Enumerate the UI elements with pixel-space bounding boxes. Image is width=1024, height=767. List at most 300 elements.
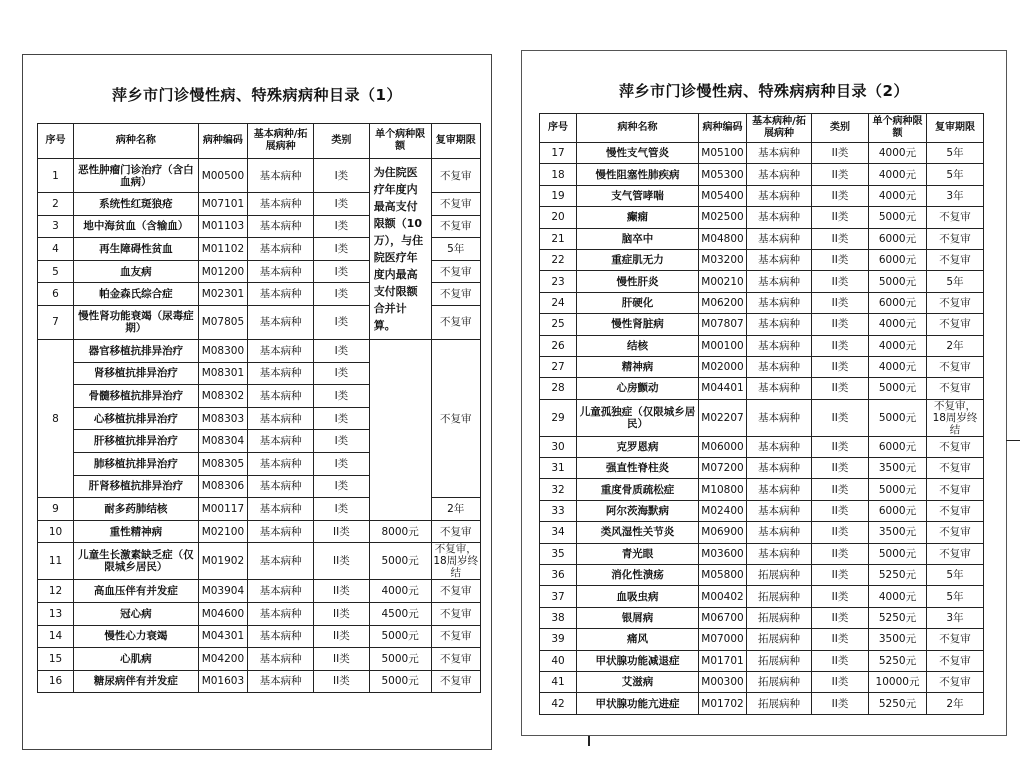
disease-kind: 基本病种 xyxy=(747,500,812,521)
header-cell: 基本病种/拓展病种 xyxy=(248,124,314,159)
disease-kind: 基本病种 xyxy=(747,479,812,500)
disease-kind: 基本病种 xyxy=(248,385,314,408)
disease-kind: 基本病种 xyxy=(747,249,812,270)
table-row xyxy=(38,159,481,193)
table-body xyxy=(540,143,984,715)
disease-kind: 基本病种 xyxy=(248,305,314,339)
disease-kind: 基本病种 xyxy=(248,670,314,693)
disease-category: II类 xyxy=(812,565,869,586)
disease-category: I类 xyxy=(314,452,370,475)
disease-name: 器官移植抗排异治疗 xyxy=(74,339,199,362)
disease-code: M08301 xyxy=(198,362,247,385)
document-page-1 xyxy=(22,54,492,750)
disease-category: II类 xyxy=(812,228,869,249)
disease-code: M00210 xyxy=(699,271,747,292)
review-period: 3年 xyxy=(927,185,984,206)
disease-code: M07200 xyxy=(699,458,747,479)
disease-code: M01103 xyxy=(198,215,247,238)
disease-category: II类 xyxy=(812,629,869,650)
disease-code: M08304 xyxy=(198,430,247,453)
disease-name: 甲状腺功能减退症 xyxy=(577,650,699,671)
disease-limit: 5000元 xyxy=(369,670,431,693)
row-number: 6 xyxy=(38,283,74,306)
disease-name: 肝肾移植抗排异治疗 xyxy=(74,475,199,498)
disease-kind: 基本病种 xyxy=(248,580,314,603)
disease-kind: 拓展病种 xyxy=(747,693,812,714)
disease-code: M02207 xyxy=(699,399,747,436)
row-number: 2 xyxy=(38,193,74,216)
disease-limit: 10000元 xyxy=(869,671,927,692)
disease-category: I类 xyxy=(314,215,370,238)
disease-code: M07805 xyxy=(198,305,247,339)
table-row xyxy=(540,292,984,313)
disease-code: M05100 xyxy=(699,143,747,164)
disease-name: 肺移植抗排异治疗 xyxy=(74,452,199,475)
row-number: 19 xyxy=(540,185,577,206)
disease-code: M01102 xyxy=(198,238,247,261)
disease-kind: 基本病种 xyxy=(747,292,812,313)
disease-limit: 3500元 xyxy=(869,629,927,650)
disease-limit: 5250元 xyxy=(869,650,927,671)
disease-kind: 基本病种 xyxy=(248,430,314,453)
disease-category: II类 xyxy=(812,671,869,692)
disease-limit: 5250元 xyxy=(869,607,927,628)
review-period: 不复审 xyxy=(927,436,984,457)
disease-limit: 5000元 xyxy=(869,271,927,292)
table-row xyxy=(540,207,984,228)
table-row xyxy=(38,670,481,693)
row-number: 13 xyxy=(38,602,74,625)
row-number: 25 xyxy=(540,314,577,335)
limit-note: 为住院医疗年度内最高支付限额（10万），与住院医疗年度内最高支付限额合并计算。 xyxy=(369,159,431,340)
table-row xyxy=(540,500,984,521)
review-period: 不复审 xyxy=(927,479,984,500)
row-number: 33 xyxy=(540,500,577,521)
disease-kind: 基本病种 xyxy=(248,475,314,498)
table-row xyxy=(540,565,984,586)
disease-category: II类 xyxy=(314,670,370,693)
disease-kind: 基本病种 xyxy=(747,543,812,564)
disease-limit: 5250元 xyxy=(869,565,927,586)
disease-kind: 基本病种 xyxy=(747,458,812,479)
disease-code: M06200 xyxy=(699,292,747,313)
disease-code: M08305 xyxy=(198,452,247,475)
disease-category: II类 xyxy=(314,580,370,603)
disease-name: 地中海贫血（含输血） xyxy=(74,215,199,238)
row-number: 41 xyxy=(540,671,577,692)
disease-code: M04401 xyxy=(699,378,747,399)
review-period: 不复审 xyxy=(431,670,481,693)
disease-name: 慢性肾功能衰竭（尿毒症期） xyxy=(74,305,199,339)
disease-category: II类 xyxy=(812,436,869,457)
disease-code: M02301 xyxy=(198,283,247,306)
disease-name: 心肌病 xyxy=(74,648,199,671)
disease-code: M00100 xyxy=(699,335,747,356)
disease-name: 脑卒中 xyxy=(577,228,699,249)
disease-name: 血吸虫病 xyxy=(577,586,699,607)
disease-category: I类 xyxy=(314,305,370,339)
disease-code: M10800 xyxy=(699,479,747,500)
disease-name: 重症肌无力 xyxy=(577,249,699,270)
disease-name: 消化性溃疡 xyxy=(577,565,699,586)
disease-limit: 5000元 xyxy=(869,207,927,228)
disease-category: II类 xyxy=(812,650,869,671)
header-cell: 序号 xyxy=(38,124,74,159)
table-row xyxy=(38,520,481,543)
review-period: 5年 xyxy=(927,565,984,586)
disease-name: 精神病 xyxy=(577,356,699,377)
review-period: 2年 xyxy=(927,335,984,356)
disease-category: I类 xyxy=(314,283,370,306)
disease-code: M07101 xyxy=(198,193,247,216)
disease-category: II类 xyxy=(812,185,869,206)
table-row xyxy=(540,693,984,714)
disease-kind: 基本病种 xyxy=(248,159,314,193)
disease-category: I类 xyxy=(314,430,370,453)
disease-code: M03600 xyxy=(699,543,747,564)
table-header-row xyxy=(540,114,984,143)
disease-limit: 4000元 xyxy=(869,356,927,377)
disease-name: 高血压伴有并发症 xyxy=(74,580,199,603)
disease-category: II类 xyxy=(812,207,869,228)
table-row xyxy=(540,522,984,543)
table-row xyxy=(38,339,481,362)
row-number: 30 xyxy=(540,436,577,457)
table-row xyxy=(540,143,984,164)
disease-limit: 4000元 xyxy=(869,335,927,356)
page-title: 萍乡市门诊慢性病、特殊病病种目录（1） xyxy=(112,86,402,104)
disease-code: M04800 xyxy=(699,228,747,249)
disease-name: 甲状腺功能亢进症 xyxy=(577,693,699,714)
disease-name: 慢性支气管炎 xyxy=(577,143,699,164)
review-period: 2年 xyxy=(927,693,984,714)
disease-name: 肝移植抗排异治疗 xyxy=(74,430,199,453)
header-cell: 单个病种限额 xyxy=(369,124,431,159)
row-number: 22 xyxy=(540,249,577,270)
disease-category: I类 xyxy=(314,238,370,261)
disease-kind: 基本病种 xyxy=(248,543,314,580)
disease-category: II类 xyxy=(812,522,869,543)
table-row xyxy=(540,436,984,457)
disease-code: M08300 xyxy=(198,339,247,362)
disease-kind: 基本病种 xyxy=(248,625,314,648)
disease-name: 儿童孤独症（仅限城乡居民） xyxy=(577,399,699,436)
disease-kind: 基本病种 xyxy=(248,648,314,671)
limit-cell-empty xyxy=(369,339,431,520)
disease-category: I类 xyxy=(314,385,370,408)
table-row xyxy=(540,586,984,607)
review-period: 不复审 xyxy=(431,602,481,625)
disease-name: 重性精神病 xyxy=(74,520,199,543)
row-number: 34 xyxy=(540,522,577,543)
disease-limit: 4500元 xyxy=(369,602,431,625)
disease-code: M02000 xyxy=(699,356,747,377)
header-cell: 复审期限 xyxy=(431,124,481,159)
disease-limit: 5250元 xyxy=(869,693,927,714)
row-number: 23 xyxy=(540,271,577,292)
review-period: 不复审 xyxy=(927,543,984,564)
disease-kind: 基本病种 xyxy=(248,238,314,261)
disease-limit: 6000元 xyxy=(869,436,927,457)
scan-mark xyxy=(1006,440,1020,441)
review-period: 不复审 xyxy=(431,625,481,648)
row-number: 14 xyxy=(38,625,74,648)
disease-code: M06700 xyxy=(699,607,747,628)
disease-code: M01200 xyxy=(198,260,247,283)
disease-name: 类风湿性关节炎 xyxy=(577,522,699,543)
disease-code: M02400 xyxy=(699,500,747,521)
row-number: 8 xyxy=(38,339,74,497)
disease-code: M07807 xyxy=(699,314,747,335)
disease-limit: 5000元 xyxy=(869,399,927,436)
row-number: 15 xyxy=(38,648,74,671)
disease-code: M02100 xyxy=(198,520,247,543)
review-period: 5年 xyxy=(927,586,984,607)
row-number: 39 xyxy=(540,629,577,650)
disease-limit: 3500元 xyxy=(869,522,927,543)
disease-name: 慢性阻塞性肺疾病 xyxy=(577,164,699,185)
review-period: 2年 xyxy=(431,498,481,521)
disease-category: II类 xyxy=(812,249,869,270)
disease-kind: 基本病种 xyxy=(747,185,812,206)
header-cell: 病种名称 xyxy=(577,114,699,143)
disease-name: 支气管哮喘 xyxy=(577,185,699,206)
disease-name: 帕金森氏综合症 xyxy=(74,283,199,306)
review-period: 5年 xyxy=(431,238,481,261)
disease-name: 慢性肝炎 xyxy=(577,271,699,292)
disease-limit: 4000元 xyxy=(369,580,431,603)
disease-limit: 4000元 xyxy=(869,314,927,335)
disease-code: M01603 xyxy=(198,670,247,693)
review-period: 5年 xyxy=(927,143,984,164)
disease-category: II类 xyxy=(812,479,869,500)
review-period: 不复审 xyxy=(927,292,984,313)
review-period: 不复审 xyxy=(431,193,481,216)
table-row xyxy=(540,314,984,335)
disease-limit: 5000元 xyxy=(369,648,431,671)
review-period: 不复审 xyxy=(927,650,984,671)
disease-code: M08306 xyxy=(198,475,247,498)
disease-kind: 基本病种 xyxy=(248,407,314,430)
table-row xyxy=(540,228,984,249)
review-period: 不复审 xyxy=(431,260,481,283)
disease-name: 系统性红斑狼疮 xyxy=(74,193,199,216)
disease-code: M06900 xyxy=(699,522,747,543)
disease-code: M06000 xyxy=(699,436,747,457)
header-cell: 病种编码 xyxy=(699,114,747,143)
disease-category: II类 xyxy=(812,586,869,607)
table-row xyxy=(540,543,984,564)
row-number: 21 xyxy=(540,228,577,249)
disease-kind: 拓展病种 xyxy=(747,671,812,692)
disease-name: 肝硬化 xyxy=(577,292,699,313)
disease-category: II类 xyxy=(812,314,869,335)
row-number: 11 xyxy=(38,543,74,580)
review-period: 不复审 xyxy=(431,159,481,193)
header-cell: 基本病种/拓展病种 xyxy=(747,114,812,143)
disease-kind: 基本病种 xyxy=(747,335,812,356)
table-row xyxy=(540,629,984,650)
disease-category: I类 xyxy=(314,193,370,216)
disease-name: 糖尿病伴有并发症 xyxy=(74,670,199,693)
header-cell: 复审期限 xyxy=(927,114,984,143)
review-period: 不复审 xyxy=(927,228,984,249)
review-period: 不复审 xyxy=(927,458,984,479)
table-row xyxy=(38,625,481,648)
disease-kind: 基本病种 xyxy=(248,339,314,362)
row-number: 36 xyxy=(540,565,577,586)
disease-category: II类 xyxy=(314,625,370,648)
row-number: 35 xyxy=(540,543,577,564)
disease-kind: 基本病种 xyxy=(248,520,314,543)
review-period: 不复审 xyxy=(927,500,984,521)
disease-kind: 基本病种 xyxy=(248,362,314,385)
disease-category: II类 xyxy=(812,271,869,292)
row-number: 20 xyxy=(540,207,577,228)
header-cell: 类别 xyxy=(812,114,869,143)
review-period: 不复审 xyxy=(927,356,984,377)
row-number: 12 xyxy=(38,580,74,603)
disease-code: M00402 xyxy=(699,586,747,607)
review-period: 5年 xyxy=(927,271,984,292)
disease-name: 再生障碍性贫血 xyxy=(74,238,199,261)
review-period: 不复审 xyxy=(927,671,984,692)
row-number: 26 xyxy=(540,335,577,356)
disease-category: I类 xyxy=(314,159,370,193)
row-number: 38 xyxy=(540,607,577,628)
disease-category: II类 xyxy=(812,143,869,164)
disease-kind: 基本病种 xyxy=(747,399,812,436)
review-period: 不复审，18周岁终结 xyxy=(431,543,481,580)
header-cell: 序号 xyxy=(540,114,577,143)
disease-category: II类 xyxy=(812,378,869,399)
disease-table xyxy=(539,113,984,715)
disease-name: 儿童生长激素缺乏症（仅限城乡居民） xyxy=(74,543,199,580)
disease-category: I类 xyxy=(314,339,370,362)
disease-kind: 基本病种 xyxy=(248,283,314,306)
disease-code: M07000 xyxy=(699,629,747,650)
disease-name: 青光眼 xyxy=(577,543,699,564)
disease-limit: 6000元 xyxy=(869,500,927,521)
row-number: 28 xyxy=(540,378,577,399)
disease-kind: 拓展病种 xyxy=(747,565,812,586)
disease-category: II类 xyxy=(812,543,869,564)
review-period: 不复审 xyxy=(431,339,481,497)
disease-kind: 基本病种 xyxy=(747,522,812,543)
disease-name: 冠心病 xyxy=(74,602,199,625)
table-row xyxy=(540,671,984,692)
disease-category: II类 xyxy=(314,648,370,671)
disease-name: 癫痫 xyxy=(577,207,699,228)
disease-kind: 基本病种 xyxy=(747,356,812,377)
disease-code: M03904 xyxy=(198,580,247,603)
table-row xyxy=(540,650,984,671)
row-number: 29 xyxy=(540,399,577,436)
disease-code: M05300 xyxy=(699,164,747,185)
disease-code: M04600 xyxy=(198,602,247,625)
row-number: 24 xyxy=(540,292,577,313)
review-period: 不复审 xyxy=(927,378,984,399)
disease-name: 耐多药肺结核 xyxy=(74,498,199,521)
row-number: 5 xyxy=(38,260,74,283)
row-number: 40 xyxy=(540,650,577,671)
header-cell: 单个病种限额 xyxy=(869,114,927,143)
table-row xyxy=(540,335,984,356)
disease-limit: 8000元 xyxy=(369,520,431,543)
disease-limit: 5000元 xyxy=(869,543,927,564)
disease-category: II类 xyxy=(314,543,370,580)
disease-category: I类 xyxy=(314,475,370,498)
table-row xyxy=(540,399,984,436)
disease-kind: 基本病种 xyxy=(248,452,314,475)
disease-kind: 拓展病种 xyxy=(747,607,812,628)
row-number: 16 xyxy=(38,670,74,693)
disease-code: M04200 xyxy=(198,648,247,671)
disease-limit: 5000元 xyxy=(869,479,927,500)
disease-category: II类 xyxy=(812,693,869,714)
disease-kind: 拓展病种 xyxy=(747,629,812,650)
disease-name: 阿尔茨海默病 xyxy=(577,500,699,521)
row-number: 9 xyxy=(38,498,74,521)
disease-code: M00300 xyxy=(699,671,747,692)
disease-category: I类 xyxy=(314,498,370,521)
disease-kind: 基本病种 xyxy=(248,498,314,521)
page-title: 萍乡市门诊慢性病、特殊病病种目录（2） xyxy=(619,82,909,100)
disease-name: 肾移植抗排异治疗 xyxy=(74,362,199,385)
review-period: 不复审 xyxy=(927,629,984,650)
review-period: 不复审，18周岁终结 xyxy=(927,399,984,436)
disease-limit: 5000元 xyxy=(369,625,431,648)
row-number: 1 xyxy=(38,159,74,193)
review-period: 不复审 xyxy=(431,520,481,543)
disease-name: 重度骨质疏松症 xyxy=(577,479,699,500)
header-cell: 病种名称 xyxy=(74,124,199,159)
table-row xyxy=(540,378,984,399)
row-number: 10 xyxy=(38,520,74,543)
disease-code: M01902 xyxy=(198,543,247,580)
disease-kind: 基本病种 xyxy=(248,215,314,238)
disease-category: II类 xyxy=(812,356,869,377)
review-period: 不复审 xyxy=(431,305,481,339)
table-row xyxy=(540,479,984,500)
disease-name: 血友病 xyxy=(74,260,199,283)
row-number: 18 xyxy=(540,164,577,185)
review-period: 不复审 xyxy=(927,314,984,335)
disease-name: 克罗恩病 xyxy=(577,436,699,457)
disease-kind: 基本病种 xyxy=(747,314,812,335)
review-period: 不复审 xyxy=(431,648,481,671)
disease-kind: 基本病种 xyxy=(747,228,812,249)
disease-category: II类 xyxy=(314,520,370,543)
disease-code: M03200 xyxy=(699,249,747,270)
row-number: 32 xyxy=(540,479,577,500)
disease-kind: 基本病种 xyxy=(747,378,812,399)
table-header-row xyxy=(38,124,481,159)
disease-kind: 拓展病种 xyxy=(747,650,812,671)
disease-category: II类 xyxy=(812,607,869,628)
disease-code: M08303 xyxy=(198,407,247,430)
review-period: 5年 xyxy=(927,164,984,185)
disease-category: II类 xyxy=(812,458,869,479)
disease-kind: 基本病种 xyxy=(747,143,812,164)
table-row xyxy=(38,602,481,625)
disease-kind: 基本病种 xyxy=(248,602,314,625)
disease-category: II类 xyxy=(812,335,869,356)
table-row xyxy=(540,356,984,377)
scan-mark xyxy=(588,736,590,746)
disease-name: 心房颤动 xyxy=(577,378,699,399)
disease-code: M05800 xyxy=(699,565,747,586)
